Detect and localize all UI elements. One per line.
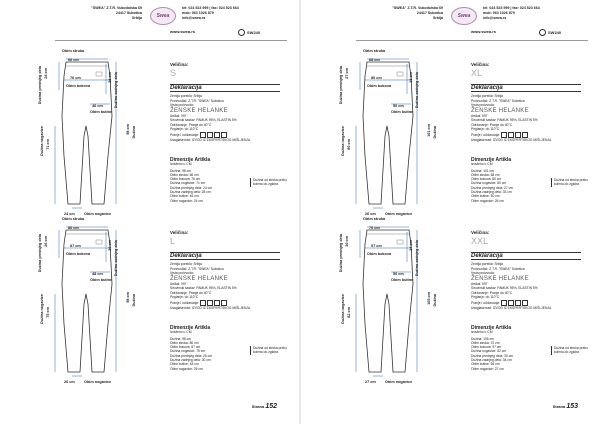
length-value: 98 cm (126, 292, 130, 303)
dimension-note: Dužina od struka preko kolena do zgloba (551, 178, 591, 187)
inseam-label: Dužina nogavice (341, 126, 345, 156)
dimension-row: Obim struka: 70 cm (471, 340, 500, 345)
size-block (301, 44, 600, 216)
size-value: S (170, 68, 177, 78)
back-rise-label: Dužina zadnjeg dela (114, 240, 118, 277)
back-rise-value: 34 cm (409, 240, 413, 251)
dimension-row: Dužina: 98 cm (170, 168, 192, 173)
hips-value: 87 cm (70, 244, 81, 248)
hips-label: Obim bokova (66, 84, 91, 88)
dimension-row: Obim butine: 48 cm (170, 362, 199, 367)
ankle-label: Obim nogavice (84, 212, 112, 216)
dimension-row: Dužina prednjeg dela: 26 cm (170, 353, 212, 358)
back-rise-value: 33 cm (409, 72, 413, 83)
dimension-row: Dužina nogavice: 82 cm (471, 349, 507, 354)
size-heading: Veličina: (170, 62, 189, 67)
front-rise-label: Dužina prednjeg dela (38, 234, 42, 273)
website-link[interactable]: www.swea.rs (170, 29, 195, 34)
dimension-row: Dužina zadnjeg dela: 34 cm (471, 358, 512, 363)
ankle-value: 26 cm (64, 380, 75, 384)
declaration-box: Deklaracija Zemlja porekla: Srbija Proizvođač: Z.T.R. "SWEA" Subotica Vrsta proizvoda: ŽENSKE HELANKE Artikal: 097 Sirovinski sastav: PAMUK 95%, ELASTIN 5% Održavanje: Pranje do 40°C Peglanje: do 110°C Pranje i održavanje: Usaglašenost: IZVOD IZ EKSPERTSKOG MIŠLJENJA (170, 252, 280, 310)
dimension-row: Obim butine: 50 cm (471, 194, 500, 199)
length-value: 105 cm (427, 292, 431, 305)
waist-label: Obim struka (363, 217, 386, 221)
dimension-row: Obim nogavice: 26 cm (170, 366, 203, 371)
page-number: Strana 152 (251, 403, 277, 410)
size-value: XL (471, 68, 483, 78)
waist-value: 68 cm (369, 58, 380, 62)
declaration-box: Deklaracija Zemlja porekla: Srbija Proizvođač: Z.T.R. "SWEA" Subotica Vrsta proizvoda: ŽENSKE HELANKE Artikal: 097 Sirovinski sastav: PAMUK 95%, ELASTIN 5% Održavanje: Pranje do 40°C Peglanje: do 110°C Pranje i održavanje: Usaglašenost: IZVOD IZ EKSPERTSKOG MIŠLJENJA (471, 84, 581, 142)
hips-label: Obim bokova (66, 252, 91, 256)
inseam-label: Dužina nogavice (40, 126, 44, 156)
back-rise-label: Dužina zadnjeg dela (114, 72, 118, 109)
waist-value: 66 cm (68, 58, 79, 62)
size-heading: Veličina: (471, 230, 490, 235)
company-address: "SWEA" Z.T.R. Vukodolska 69 24417 Subotica Srbija (392, 6, 443, 20)
dimension-row: Dužina prednjeg dela: 30 cm (471, 353, 513, 358)
dimension-row: Dužina zadnjeg dela: 33 cm (471, 190, 512, 195)
ankle-value: 27 cm (365, 380, 376, 384)
page-number: Strana 153 (552, 403, 578, 410)
dimension-row: Dužina zadnjeg dela: 28 cm (170, 190, 211, 195)
hips-value: 97 cm (371, 244, 382, 248)
back-rise-label: Dužina zadnjeg dela (415, 240, 419, 277)
length-label: Dužina (433, 294, 437, 307)
dimension-row: Obim struka: 66 cm (170, 172, 199, 177)
company-contact: tel: 024 523 999 | fax: 024 523 664 mob: 063 1026 879 info@swea.rs (182, 6, 239, 20)
size-heading: Veličina: (471, 62, 490, 67)
inseam-value: 71 cm (46, 139, 50, 150)
size-value: XXL (471, 236, 489, 246)
inseam-label: Dužina nogavice (341, 294, 345, 324)
front-rise-value: 30 cm (345, 236, 349, 247)
ankle-label: Obim nogavice (385, 380, 413, 384)
thigh-label: Obim butine (391, 278, 414, 282)
dimension-row: Dužina prednjeg dela: 24 cm (170, 185, 212, 190)
page-header (62, 6, 292, 36)
care-symbols-icon (501, 300, 528, 306)
dimension-row: Dužina nogavice: 75 cm (170, 349, 206, 354)
declaration-box: Deklaracija Zemlja porekla: Srbija Proizvođač: Z.T.R. "SWEA" Subotica Vrsta proizvoda: ŽENSKE HELANKE Artikal: 097 Sirovinski sastav: PAMUK 95%, ELASTIN 5% Održavanje: Pranje do 40°C Peglanje: do 110°C Pranje i održavanje: Usaglašenost: IZVOD IZ EKSPERTSKOG MIŠLJENJA (471, 252, 581, 310)
thigh-value: 56 cm (393, 272, 404, 276)
inseam-value: 80 cm (347, 139, 351, 150)
length-label: Dužina (132, 126, 136, 139)
dimensions-table: Dimenzije Artikla Izraženo u CM Dužina: 98 cm Obim struka: 80 cm Obim bokova: 87 cm Dužina nogavice: 75 cm Dužina prednjeg dela: 26 cm Dužina zadnjeg dela: 30 cm Obim butine: 48 cm Obim nogavice: 26 cm Dužina od struka preko kolena do zgloba (170, 326, 290, 371)
length-label: Dužina (132, 294, 136, 307)
waist-label: Obim struka (363, 49, 386, 53)
front-rise-label: Dužina prednjeg dela (38, 66, 42, 105)
back-rise-value: 28 cm (108, 72, 112, 83)
care-symbols-icon (200, 300, 227, 306)
hips-label: Obim bokova (367, 84, 392, 88)
thigh-value: 46 cm (92, 104, 103, 108)
brand-logo: Swea (150, 7, 176, 25)
care-symbols-icon (200, 132, 227, 138)
dimension-row: Dužina nogavice: 71 cm (170, 181, 206, 186)
size-heading: Veličina: (170, 230, 189, 235)
dimension-row: Dužina zadnjeg dela: 30 cm (170, 358, 211, 363)
product-code: SW240 (539, 29, 561, 36)
dimensions-table: Dimenzije Artikla Izraženo u CM Dužina: 98 cm Obim struka: 66 cm Obim bokova: 76 cm Dužina nogavice: 71 cm Dužina prednjeg dela: 24 cm Dužina zadnjeg dela: 28 cm Obim butine: 46 cm Obim nogavice: 24 cm Dužina od struka preko kolena do zgloba (170, 158, 290, 203)
waist-label: Obim struka (62, 49, 85, 53)
hips-value: 80 cm (371, 76, 382, 80)
length-value: 101 cm (427, 124, 431, 137)
size-block (301, 212, 600, 384)
website-link[interactable]: www.swea.rs (471, 29, 496, 34)
front-rise-value: 27 cm (345, 68, 349, 79)
thigh-value: 50 cm (393, 104, 404, 108)
company-address: "SWEA" Z.T.R. Vukodolska 69 24417 Subotica Srbija (91, 6, 142, 20)
front-rise-value: 24 cm (44, 68, 48, 79)
hips-value: 76 cm (70, 76, 81, 80)
inseam-label: Dužina nogavice (40, 294, 44, 324)
dimension-row: Obim struka: 68 cm (471, 172, 500, 177)
brand-logo: Swea (451, 7, 477, 25)
dimension-row: Obim struka: 80 cm (170, 340, 199, 345)
header-divider (55, 40, 287, 41)
inseam-value: 75 cm (46, 307, 50, 318)
thigh-label: Obim butine (90, 278, 113, 282)
page-header (363, 6, 593, 36)
code-icon (238, 29, 245, 36)
length-label: Dužina (433, 126, 437, 139)
front-rise-value: 26 cm (44, 236, 48, 247)
ankle-label: Obim nogavice (385, 212, 413, 216)
dimension-row: Obim bokova: 97 cm (471, 345, 502, 350)
catalog-page-left (0, 0, 299, 424)
company-contact: tel: 024 523 999 | fax: 024 523 664 mob: 063 1026 879 info@swea.rs (483, 6, 540, 20)
waist-value: 80 cm (68, 226, 79, 230)
code-icon (539, 29, 546, 36)
thigh-value: 48 cm (92, 272, 103, 276)
waist-value: 70 cm (369, 226, 380, 230)
dimension-note: Dužina od struka preko kolena do zgloba (250, 178, 290, 187)
back-rise-label: Dužina zadnjeg dela (415, 72, 419, 109)
dimensions-table: Dimenzije Artikla Izraženo u CM Dužina: 101 cm Obim struka: 68 cm Obim bokova: 80 cm Dužina nogavice: 80 cm Dužina prednjeg dela: 27 cm Dužina zadnjeg dela: 33 cm Obim butine: 50 cm Obim nogavice: 26 cm Dužina od struka preko kolena do zgloba (471, 158, 591, 203)
front-rise-label: Dužina prednjeg dela (339, 66, 343, 105)
declaration-box: Deklaracija Zemlja porekla: Srbija Proizvođač: Z.T.R. "SWEA" Subotica Vrsta proizvoda: ŽENSKE HELANKE Artikal: 097 Sirovinski sastav: PAMUK 95%, ELASTIN 5% Održavanje: Pranje do 40°C Peglanje: do 110°C Pranje i održavanje: Usaglašenost: IZVOD IZ EKSPERTSKOG MIŠLJENJA (170, 84, 280, 142)
dimension-row: Obim bokova: 76 cm (170, 177, 201, 182)
dimension-row: Dužina nogavice: 80 cm (471, 181, 507, 186)
dimension-row: Obim butine: 56 cm (471, 362, 500, 367)
front-rise-label: Dužina prednjeg dela (339, 234, 343, 273)
dimension-row: Obim bokova: 87 cm (170, 345, 201, 350)
dimension-row: Obim nogavice: 27 cm (471, 366, 504, 371)
waist-label: Obim struka (62, 217, 85, 221)
dimension-row: Obim bokova: 80 cm (471, 177, 502, 182)
ankle-value: 24 cm (64, 212, 75, 216)
size-block (0, 44, 299, 216)
inseam-value: 82 cm (347, 307, 351, 318)
dimensions-table: Dimenzije Artikla Izraženo u CM Dužina: 105 cm Obim struka: 70 cm Obim bokova: 97 cm Dužina nogavice: 82 cm Dužina prednjeg dela: 30 cm Dužina zadnjeg dela: 34 cm Obim butine: 56 cm Obim nogavice: 27 cm Dužina od struka preko kolena do zgloba (471, 326, 591, 371)
dimension-note: Dužina od struka preko kolena do zgloba (551, 346, 591, 355)
size-value: L (170, 236, 176, 246)
dimension-row: Dužina prednjeg dela: 27 cm (471, 185, 513, 190)
catalog-page-right (301, 0, 600, 424)
product-code: SW240 (238, 29, 260, 36)
dimension-row: Dužina: 105 cm (471, 336, 494, 341)
size-block (0, 212, 299, 384)
dimension-note: Dužina od struka preko kolena do zgloba (250, 346, 290, 355)
dimension-row: Obim butine: 46 cm (170, 194, 199, 199)
header-divider (356, 40, 588, 41)
dimension-row: Dužina: 98 cm (170, 336, 192, 341)
thigh-label: Obim butine (391, 110, 414, 114)
ankle-label: Obim nogavice (84, 380, 112, 384)
dimension-row: Obim nogavice: 24 cm (170, 198, 203, 203)
dimension-row: Dužina: 101 cm (471, 168, 494, 173)
thigh-label: Obim butine (90, 110, 113, 114)
care-symbols-icon (501, 132, 528, 138)
length-value: 98 cm (126, 124, 130, 135)
hips-label: Obim bokova (367, 252, 392, 256)
ankle-value: 26 cm (365, 212, 376, 216)
dimension-row: Obim nogavice: 26 cm (471, 198, 504, 203)
back-rise-value: 30 cm (108, 240, 112, 251)
